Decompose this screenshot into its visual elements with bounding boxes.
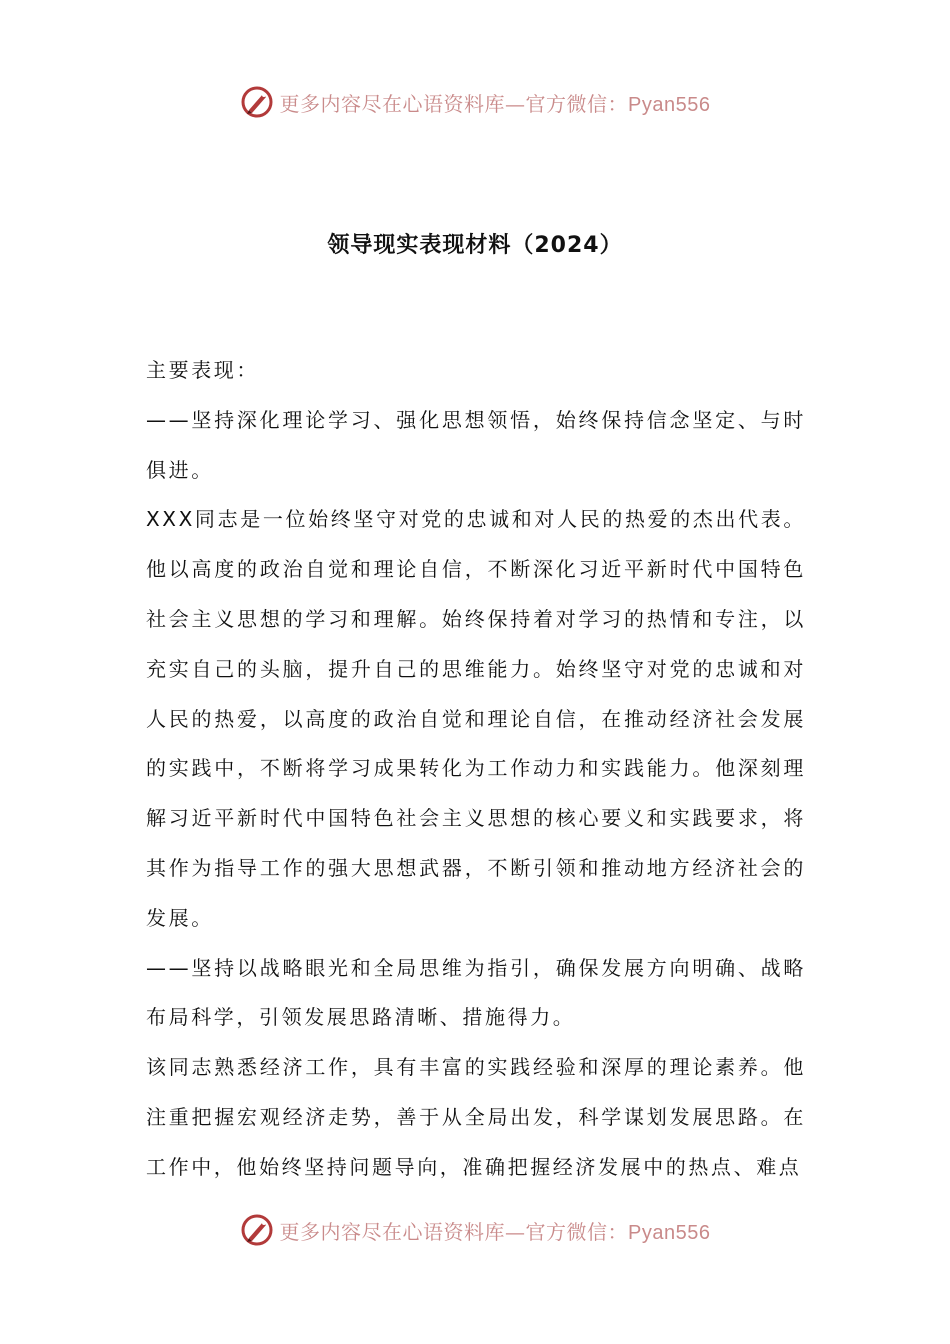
watermark-text: 更多内容尽在心语资料库—官方微信：Pyan556: [279, 91, 711, 116]
document-body: [146, 346, 806, 1193]
document-title: 领导现实表现材料（2024）: [327, 233, 623, 258]
paragraph: XXX同志是一位始终坚守对党的忠诚和对人民的热爱的杰出代表。他以高度的政治自觉和理论自信，不断深化习近平新时代中国特色社会主义思想的学习和理解。始终保持着对学习的热情和专注，以充实自己的头脑，提升自己的思维能力。始终坚守对党的忠诚和对人民的热爱，以高度的政治自觉和理论自信，在推动经济社会发展的实践中，不断将学习成果转化为工作动力和实践能力。他深刻理解习近平新时代中国特色社会主义思想的核心要义和实践要求，将其作为指导工作的强大思想武器，不断引领和推动地方经济社会的发展。: [146, 507, 806, 930]
pen-logo-icon: [240, 85, 274, 119]
paragraph: 该同志熟悉经济工作，具有丰富的实践经验和深厚的理论素养。他注重把握宏观经济走势，善于从全局出发，科学谋划发展思路。在工作中，他始终坚持问题导向，准确把握经济发展中的热点、难点: [146, 1055, 806, 1179]
watermark-text: 更多内容尽在心语资料库—官方微信：Pyan556: [279, 1219, 711, 1244]
pen-logo-icon: [240, 1213, 274, 1247]
header-watermark: [0, 80, 950, 124]
paragraph: ——坚持以战略眼光和全局思维为指引，确保发展方向明确、战略布局科学，引领发展思路清晰、措施得力。: [146, 955, 806, 1030]
paragraph: ——坚持深化理论学习、强化思想领悟，始终保持信念坚定、与时俱进。: [146, 407, 806, 482]
footer-watermark: [0, 1208, 950, 1252]
paragraph: 主要表现：: [146, 358, 259, 382]
